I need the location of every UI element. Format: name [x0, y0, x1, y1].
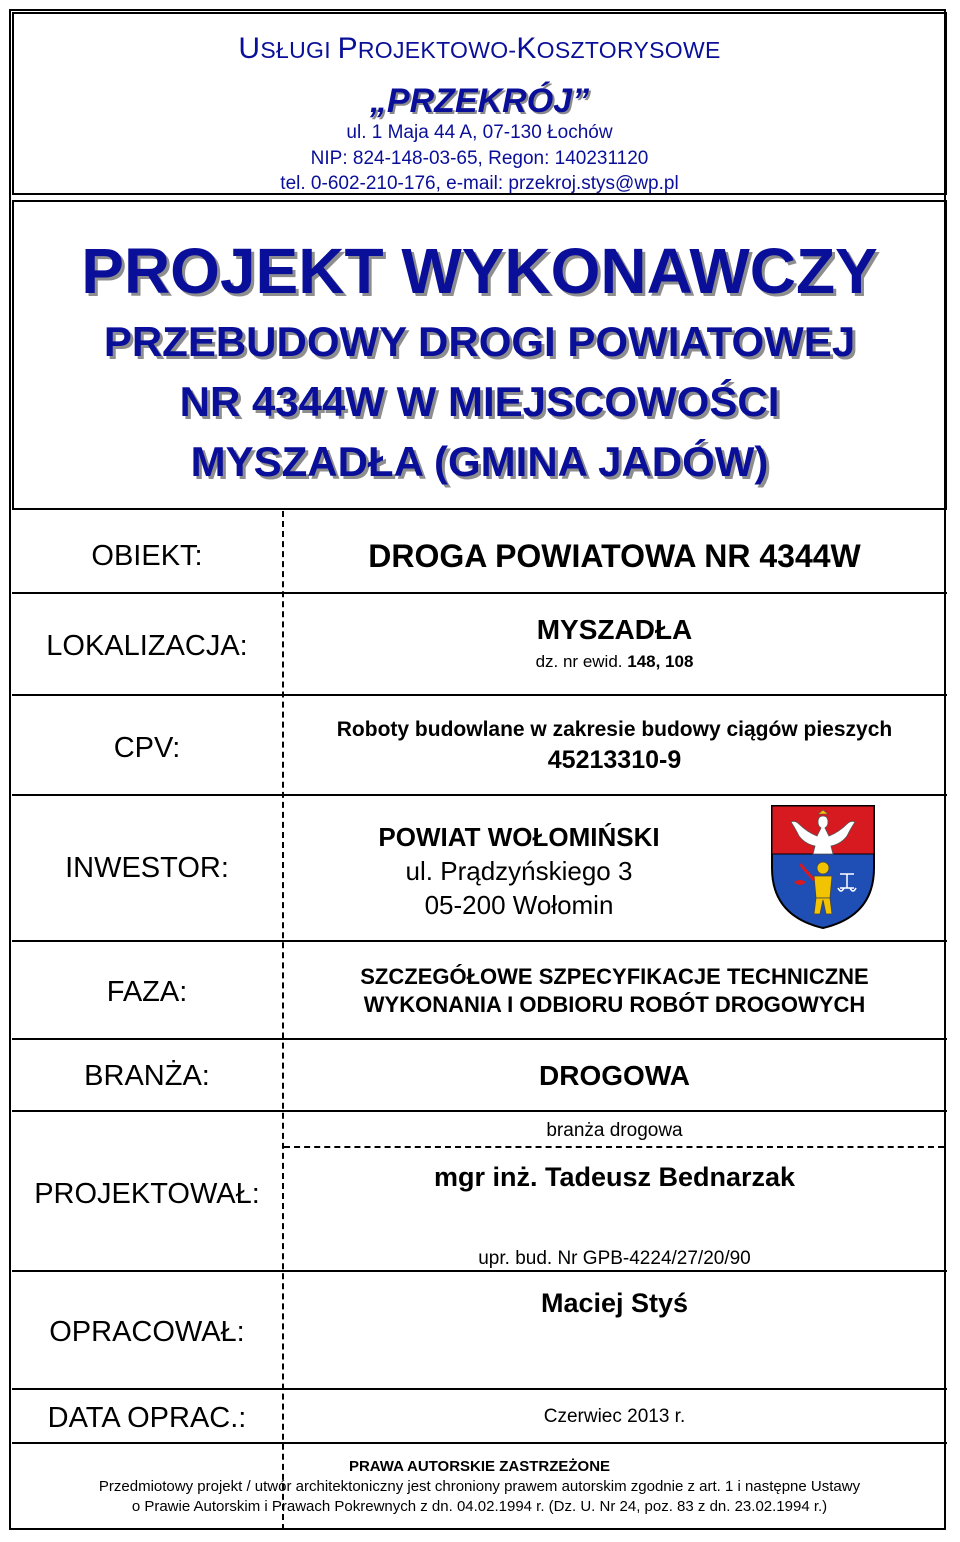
data-value: Czerwiec 2013 r. [543, 1406, 686, 1427]
row-projektowal [12, 1110, 947, 1272]
row-obiekt [12, 508, 947, 594]
row-cpv [12, 694, 947, 796]
opracowal-name: Maciej Styś [540, 1288, 689, 1318]
lokalizacja-label: LOKALIZACJA: [46, 630, 248, 662]
project-subtitle-2: NR 4344W W MIEJSCOWOŚCI [179, 378, 780, 425]
inwestor-label: INWESTOR: [65, 852, 229, 884]
company-address: ul. 1 Maja 44 A, 07-130 Łochów [346, 122, 613, 143]
inwestor-street: ul. Prądzyńskiego 3 [405, 856, 633, 886]
opracowal-label: OPRACOWAŁ: [49, 1316, 245, 1348]
cpv-code: 45213310-9 [547, 746, 682, 774]
row-branza [12, 1038, 947, 1112]
cpv-label: CPV: [113, 732, 181, 764]
data-label: DATA OPRAC.: [47, 1402, 247, 1434]
powiat-crest-emblem [770, 804, 876, 930]
projektowal-license: upr. bud. Nr GPB-4224/27/20/90 [478, 1248, 751, 1269]
projektowal-name: mgr inż. Tadeusz Bednarzak [433, 1162, 796, 1192]
company-ids: NIP: 824-148-03-65, Regon: 140231120 [310, 148, 649, 169]
projektowal-branch: branża drogowa [546, 1120, 683, 1141]
copyright-block [12, 1442, 947, 1530]
company-contact: tel. 0-602-210-176, e-mail: przekroj.stys@wp.pl [280, 173, 679, 194]
project-subtitle-3: MYSZADŁA (GMINA JADÓW) [190, 438, 769, 485]
row-lokalizacja [12, 592, 947, 696]
company-brand: „PRZEKRÓJ” [369, 82, 590, 120]
project-title: PROJEKT WYKONAWCZY [81, 235, 878, 307]
copyright-line-2: o Prawie Autorskim i Prawach Pokrewnych z dn. 04.02.1994 r. (Dz. U. Nr 24, poz. 83 z dn. 23.02.1994 r.) [131, 1498, 828, 1515]
project-subtitle-1: PRZEBUDOWY DROGI POWIATOWEJ [103, 318, 856, 365]
copyright-line-1: Przedmiotowy projekt / utwór architektoniczny jest chroniony prawem autorskim zgodnie z art. 1 i następne Ustawy [98, 1478, 861, 1495]
cpv-description: Roboty budowlane w zakresie budowy ciągów pieszych [336, 718, 893, 741]
row-data [12, 1388, 947, 1444]
lokalizacja-parcels: dz. nr ewid. 148, 108 [535, 652, 694, 671]
company-name: USŁUGI PROJEKTOWO-KOSZTORYSOWE [238, 32, 721, 65]
inwestor-name: POWIAT WOŁOMIŃSKI [378, 822, 660, 852]
project-title-box [12, 200, 947, 510]
obiekt-value: DROGA POWIATOWA NR 4344W [368, 538, 861, 574]
copyright-heading: PRAWA AUTORSKIE ZASTRZEŻONE [348, 1458, 611, 1475]
row-opracowal [12, 1270, 947, 1390]
faza-line-1: SZCZEGÓŁOWE SZPECYFIKACJE TECHNICZNE [360, 964, 869, 989]
branza-value: DROGOWA [539, 1060, 690, 1091]
company-header [12, 12, 947, 195]
obiekt-label: OBIEKT: [91, 540, 203, 572]
inwestor-city: 05-200 Wołomin [424, 890, 614, 920]
lokalizacja-value: MYSZADŁA [536, 614, 693, 645]
projektowal-dashed-divider [284, 1146, 944, 1148]
branza-label: BRANŻA: [84, 1060, 210, 1092]
row-faza [12, 940, 947, 1040]
faza-label: FAZA: [106, 976, 188, 1008]
projektowal-label: PROJEKTOWAŁ: [34, 1178, 260, 1210]
faza-line-2: WYKONANIA I ODBIORU ROBÓT DROGOWYCH [363, 992, 866, 1017]
